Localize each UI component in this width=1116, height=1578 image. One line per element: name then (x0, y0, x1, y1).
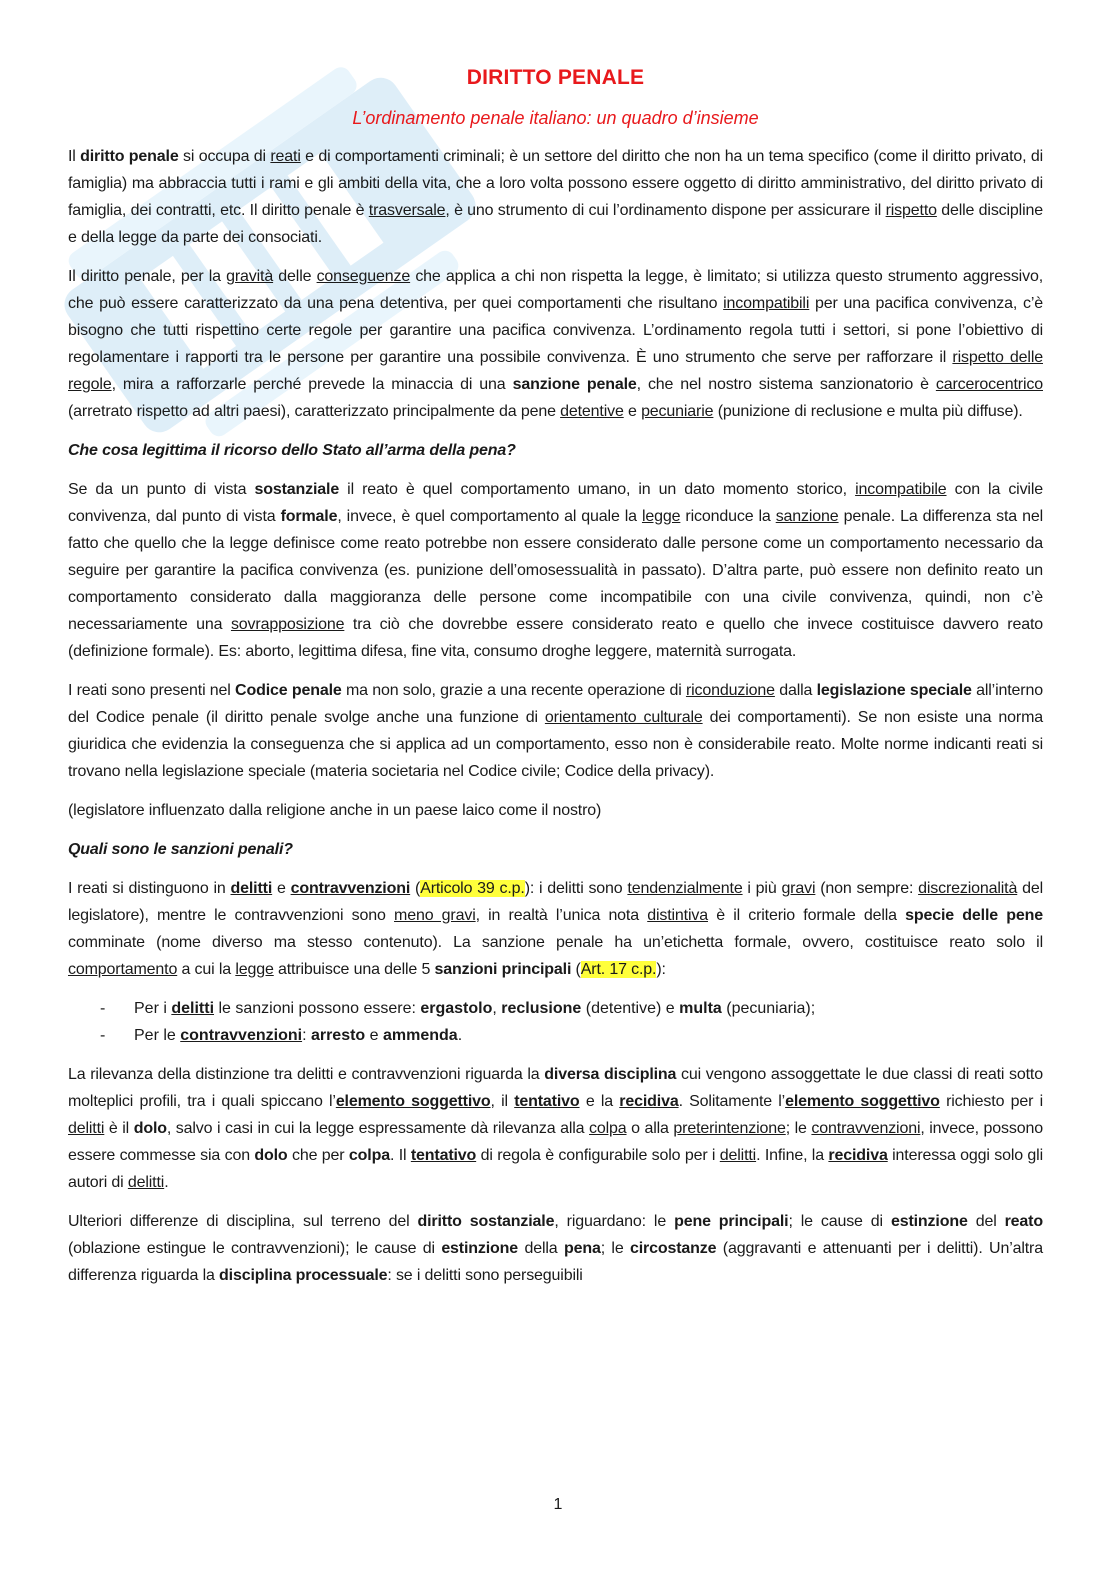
section-heading-legitimacy: Che cosa legittima il ricorso dello Stato all’arma della pena? (68, 442, 516, 459)
section-heading-sanctions: Quali sono le sanzioni penali? (68, 841, 293, 858)
list-item-delitti: - Per i delitti le sanzioni possono essere: ergastolo, reclusione (detentive) e multa (pecuniaria); (100, 1000, 816, 1017)
paragraph-further-differences: Ulteriori differenze di disciplina, sul terreno del diritto sostanziale, riguardano: le pene principali; le cause di estinzione del reato (oblazione estingue le contravvenzioni); le cause di estinzione della pena; le circostanze (aggravanti e attenuanti per i delitti). Un’altra differenza riguarda la disciplina processuale: se i delitti sono perseguibili (68, 1213, 1043, 1284)
paragraph-gravity: Il diritto penale, per la gravità delle conseguenze che applica a chi non rispetta la legge, è limitato; si utilizza questo strumento aggressivo, che può essere caratterizzato da una pena detentiva, per quei comportamenti che risultano incompatibili per una pacifica convivenza, c’è bisogno che tutti rispettino certe regole per garantire una pacifica convivenza. L’ordinamento regola tutti i settori, si pone l’obiettivo di regolamentare i rapporti tra le persone per garantire una possibile convivenza. È uno strumento che serve per rafforzare il rispetto delle regole, mira a rafforzarle perché prevede la minaccia di una sanzione penale, che nel nostro sistema sanzionatorio è carcerocentrico (arretrato rispetto ad altri paesi), caratterizzato principalmente da pene detentive e pecuniarie (punizione di reclusione e multa più diffuse). (68, 268, 1043, 420)
document-subtitle: L’ordinamento penale italiano: un quadro d’insieme (352, 108, 759, 128)
page-number: 1 (553, 1496, 563, 1513)
highlight-article-39: Articolo 39 c.p. (420, 880, 525, 897)
highlight-article-17: Art. 17 c.p. (580, 961, 657, 978)
paragraph-note-religion: (legislatore influenzato dalla religione anche in un paese laico come il nostro) (68, 802, 602, 819)
paragraph-penal-code: I reati sono presenti nel Codice penale ma non solo, grazie a una recente operazione di riconduzione dalla legislazione speciale all’interno del Codice penale (il diritto penale svolge anche una funzione di orientamento culturale dei comportamenti). Se non esiste una norma giuridica che evidenzia la conseguenza che si applica ad un comportamento, esso non è considerabile reato. Molte norme indicanti reati si trovano nella legislazione speciale (materia societaria nel Codice civile; Codice della privacy). (68, 682, 1043, 780)
paragraph-crime-types: I reati si distinguono in delitti e contravvenzioni (Articolo 39 c.p.): i delitti sono tendenzialmente i più gravi (non sempre: discrezionalità del legislatore), mentre le contravvenzioni sono meno gravi, in realtà l’unica nota distintiva è il criterio formale della specie delle pene comminate (nome diverso ma stesso contenuto). La sanzione penale ha un’etichetta formale, ovvero, costituisce reato solo il comportamento a cui la legge attribuisce una delle 5 sanzioni principali (Art. 17 c.p.): (68, 880, 1043, 978)
document-body (68, 66, 1043, 1301)
paragraph-intro: Il diritto penale si occupa di reati e di comportamenti criminali; è un settore del diritto che non ha un tema specifico (come il diritto privato, di famiglia) ma abbraccia tutti i rami e gli ambiti della vita, che a loro volta possono essere oggetto di diritto amministrativo, del diritto privato di famiglia, dei contratti, etc. Il diritto penale è trasversale, è uno strumento di cui l’ordinamento dispone per assicurare il rispetto delle discipline e della legge da parte dei consociati. (68, 148, 1043, 246)
sanctions-list (68, 995, 1043, 1049)
document-title: DIRITTO PENALE (466, 66, 645, 89)
list-item-contravvenzioni: - Per le contravvenzioni: arresto e ammenda. (100, 1027, 463, 1044)
paragraph-substantial-formal: Se da un punto di vista sostanziale il reato è quel comportamento umano, in un dato momento storico, incompatibile con la civile convivenza, dal punto di vista formale, invece, è quel comportamento al quale la legge riconduce la sanzione penale. La differenza sta nel fatto che quello che la legge definisce come reato potrebbe non essere considerato dalle persone come un comportamento necessario da seguire per garantire la pacifica convivenza (es. punizione dell’omosessualità in passato). D’altra parte, può essere non definito reato un comportamento considerato dalla maggioranza delle persone come incompatibile con una civile convivenza, quindi, non c’è necessariamente una sovrapposizione tra ciò che dovrebbe essere considerato reato e quello che invece costituisce davvero reato (definizione formale). Es: aborto, legittima difesa, fine vita, consumo droghe leggere, maternità surrogata. (68, 481, 1044, 660)
paragraph-discipline: La rilevanza della distinzione tra delitti e contravvenzioni riguarda la diversa disciplina cui vengono assoggettate le due classi di reati sotto molteplici profili, tra i quali spiccano l’elemento soggettivo, il tentativo e la recidiva. Solitamente l’elemento soggettivo richiesto per i delitti è il dolo, salvo i casi in cui la legge espressamente dà rilevanza alla colpa o alla preterintenzione; le contravvenzioni, invece, possono essere commesse sia con dolo che per colpa. Il tentativo di regola è configurabile solo per i delitti. Infine, la recidiva interessa oggi solo gli autori di delitti. (68, 1066, 1043, 1191)
